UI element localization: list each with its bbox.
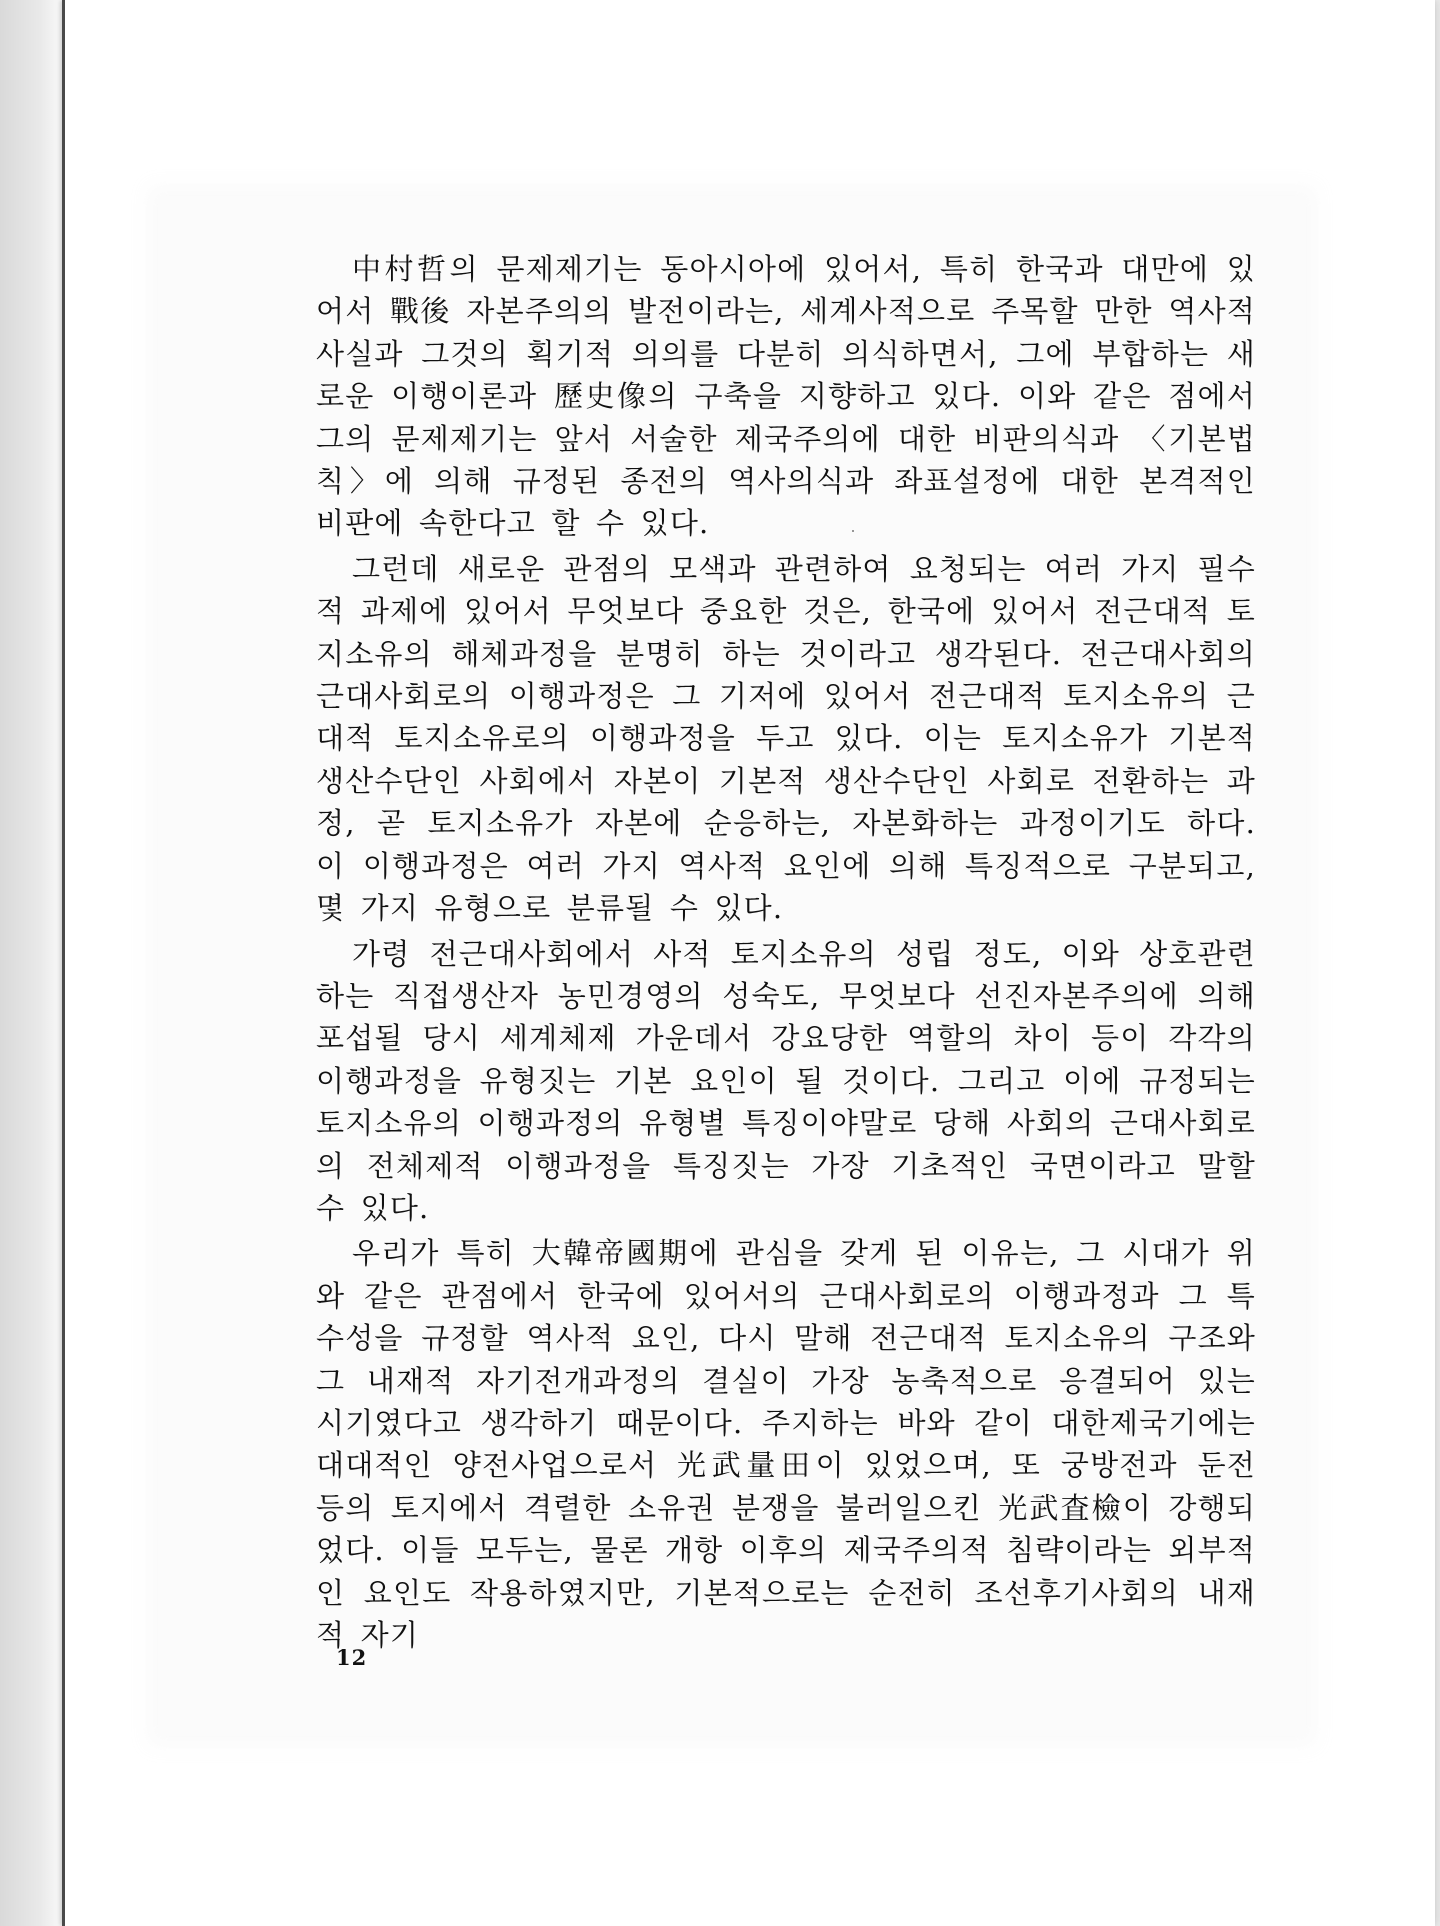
paragraph-3: 가령 전근대사회에서 사적 토지소유의 성립 정도, 이와 상호관련하는 직접생산자 농민경영의 성숙도, 무엇보다 선진자본주의에 의해 포섭될 당시 세계체제 가운데서 강요당한 역할의 차이 등이 각각의 이행과정을 유형짓는 기본 요인이 될 것이다. 그리고 이에 규정되는 토지소유의 이행과정의 유형별 특징이야말로 당해 사회의 근대사회로의 전체제적 이행과정을 특징짓는 가장 기초적인 국면이라고 말할 수 있다.: [316, 936, 1256, 1225]
paragraph-1: 中村哲의 문제제기는 동아시아에 있어서, 특히 한국과 대만에 있어서 戰後 자본주의의 발전이라는, 세계사적으로 주목할 만한 역사적 사실과 그것의 획기적 의의를 다분히 의식하면서, 그에 부합하는 새로운 이행이론과 歷史像의 구축을 지향하고 있다. 이와 같은 점에서 그의 문제제기는 앞서 서술한 제국주의에 대한 비판의식과 〈기본법칙〉에 의해 규정된 종전의 역사의식과 좌표설정에 대한 본격적인 비판에 속한다고 할 수 있다.: [316, 252, 1256, 541]
scan-speck: [852, 530, 854, 532]
page-number: 12: [336, 1645, 368, 1670]
paragraph-4: 우리가 특히 大韓帝國期에 관심을 갖게 된 이유는, 그 시대가 위와 같은 관점에서 한국에 있어서의 근대사회로의 이행과정과 그 특수성을 규정할 역사적 요인, 다시 말해 전근대적 토지소유의 구조와 그 내재적 자기전개과정의 결실이 가장 농축적으로 응결되어 있는 시기였다고 생각하기 때문이다. 주지하는 바와 같이 대한제국기에는 대대적인 양전사업으로서 光武量田이 있었으며, 또 궁방전과 둔전 등의 토지에서 격렬한 소유권 분쟁을 불러일으킨 光武査檢이 강행되었다. 이들 모두는, 물론 개항 이후의 제국주의적 침략이라는 외부적인 요인도 작용하였지만, 기본적으로는 순전히 조선후기사회의 내재적 자기: [316, 1236, 1256, 1652]
page-body-text: [316, 248, 1256, 1659]
paragraph-2: 그런데 새로운 관점의 모색과 관련하여 요청되는 여러 가지 필수적 과제에 있어서 무엇보다 중요한 것은, 한국에 있어서 전근대적 토지소유의 해체과정을 분명히 하는 것이라고 생각된다. 전근대사회의 근대사회로의 이행과정은 그 기저에 있어서 전근대적 토지소유의 근대적 토지소유로의 이행과정을 두고 있다. 이는 토지소유가 기본적 생산수단인 사회에서 자본이 기본적 생산수단인 사회로 전환하는 과정, 곧 토지소유가 자본에 순응하는, 자본화하는 과정이기도 하다. 이 이행과정은 여러 가지 역사적 요인에 의해 특징적으로 구분되고, 몇 가지 유형으로 분류될 수 있다.: [316, 551, 1256, 926]
